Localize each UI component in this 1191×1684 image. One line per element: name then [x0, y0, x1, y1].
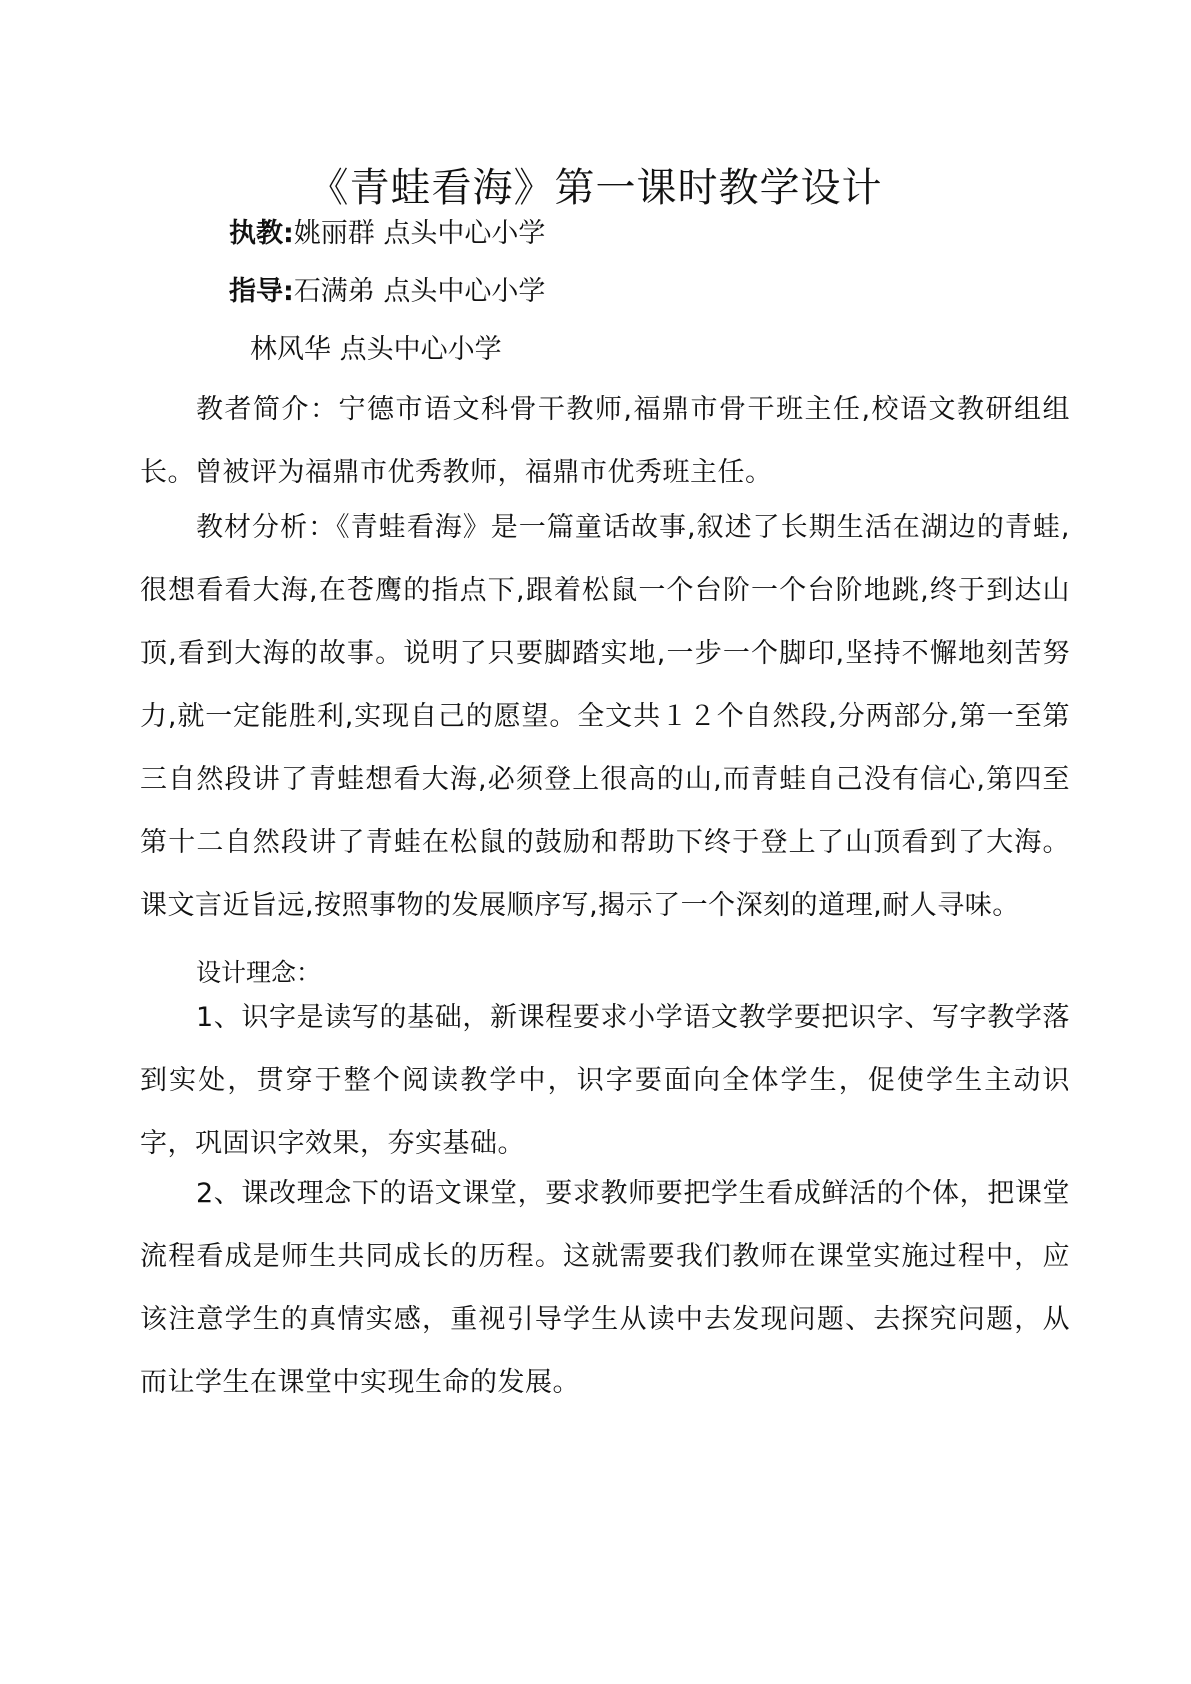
design-concept-item-2: 2、课改理念下的语文课堂，要求教师要把学生看成鲜活的个体，把课堂流程看成是师生共同成长的历程。这就需要我们教师在课堂实施过程中，应该注意学生的真情实感，重视引导学生从读中去发现问题、去探究问题，从而让学生在课堂中实现生命的发展。 [140, 1178, 1070, 1398]
guide-value: 石满弟 点头中心小学 [293, 276, 546, 307]
textbook-analysis-paragraph: 教材分析：《青蛙看海》是一篇童话故事,叙述了长期生活在湖边的青蛙,很想看看大海,在苍鹰的指点下,跟着松鼠一个台阶一个台阶地跳,终于到达山顶,看到大海的故事。说明了只要脚踏实地,一步一个脚印,坚持不懈地刻苦努力,就一定能胜利,实现自己的愿望。全文共１２个自然段,分两部分,第一至第三自然段讲了青蛙想看大海,必须登上很高的山,而青蛙自己没有信心,第四至第十二自然段讲了青蛙在松鼠的鼓励和帮助下终于登上了山顶看到了大海。课文言近旨远,按照事物的发展顺序写,揭示了一个深刻的道理,耐人寻味。 [140, 512, 1070, 921]
teacher-label: 执教: [229, 218, 294, 249]
document-title: 《青蛙看海》第一课时教学设计 [308, 165, 883, 211]
teacher-value: 姚丽群 点头中心小学 [293, 218, 546, 249]
guide2-line: 林风华 点头中心小学 [250, 334, 502, 365]
teacher-line [229, 216, 545, 252]
design-concept-item-1: 1、识字是读写的基础，新课程要求小学语文教学要把识字、写字教学落到实处，贯穿于整个阅读教学中，识字要面向全体学生，促使学生主动识字，巩固识字效果，夯实基础。 [140, 1002, 1070, 1159]
guide-label: 指导: [229, 276, 294, 307]
teacher-intro-paragraph: 教者简介：宁德市语文科骨干教师,福鼎市骨干班主任,校语文教研组组长。曾被评为福鼎市优秀教师，福鼎市优秀班主任。 [140, 394, 1070, 488]
guide-line [229, 274, 545, 310]
design-concept-heading: 设计理念： [196, 958, 322, 987]
